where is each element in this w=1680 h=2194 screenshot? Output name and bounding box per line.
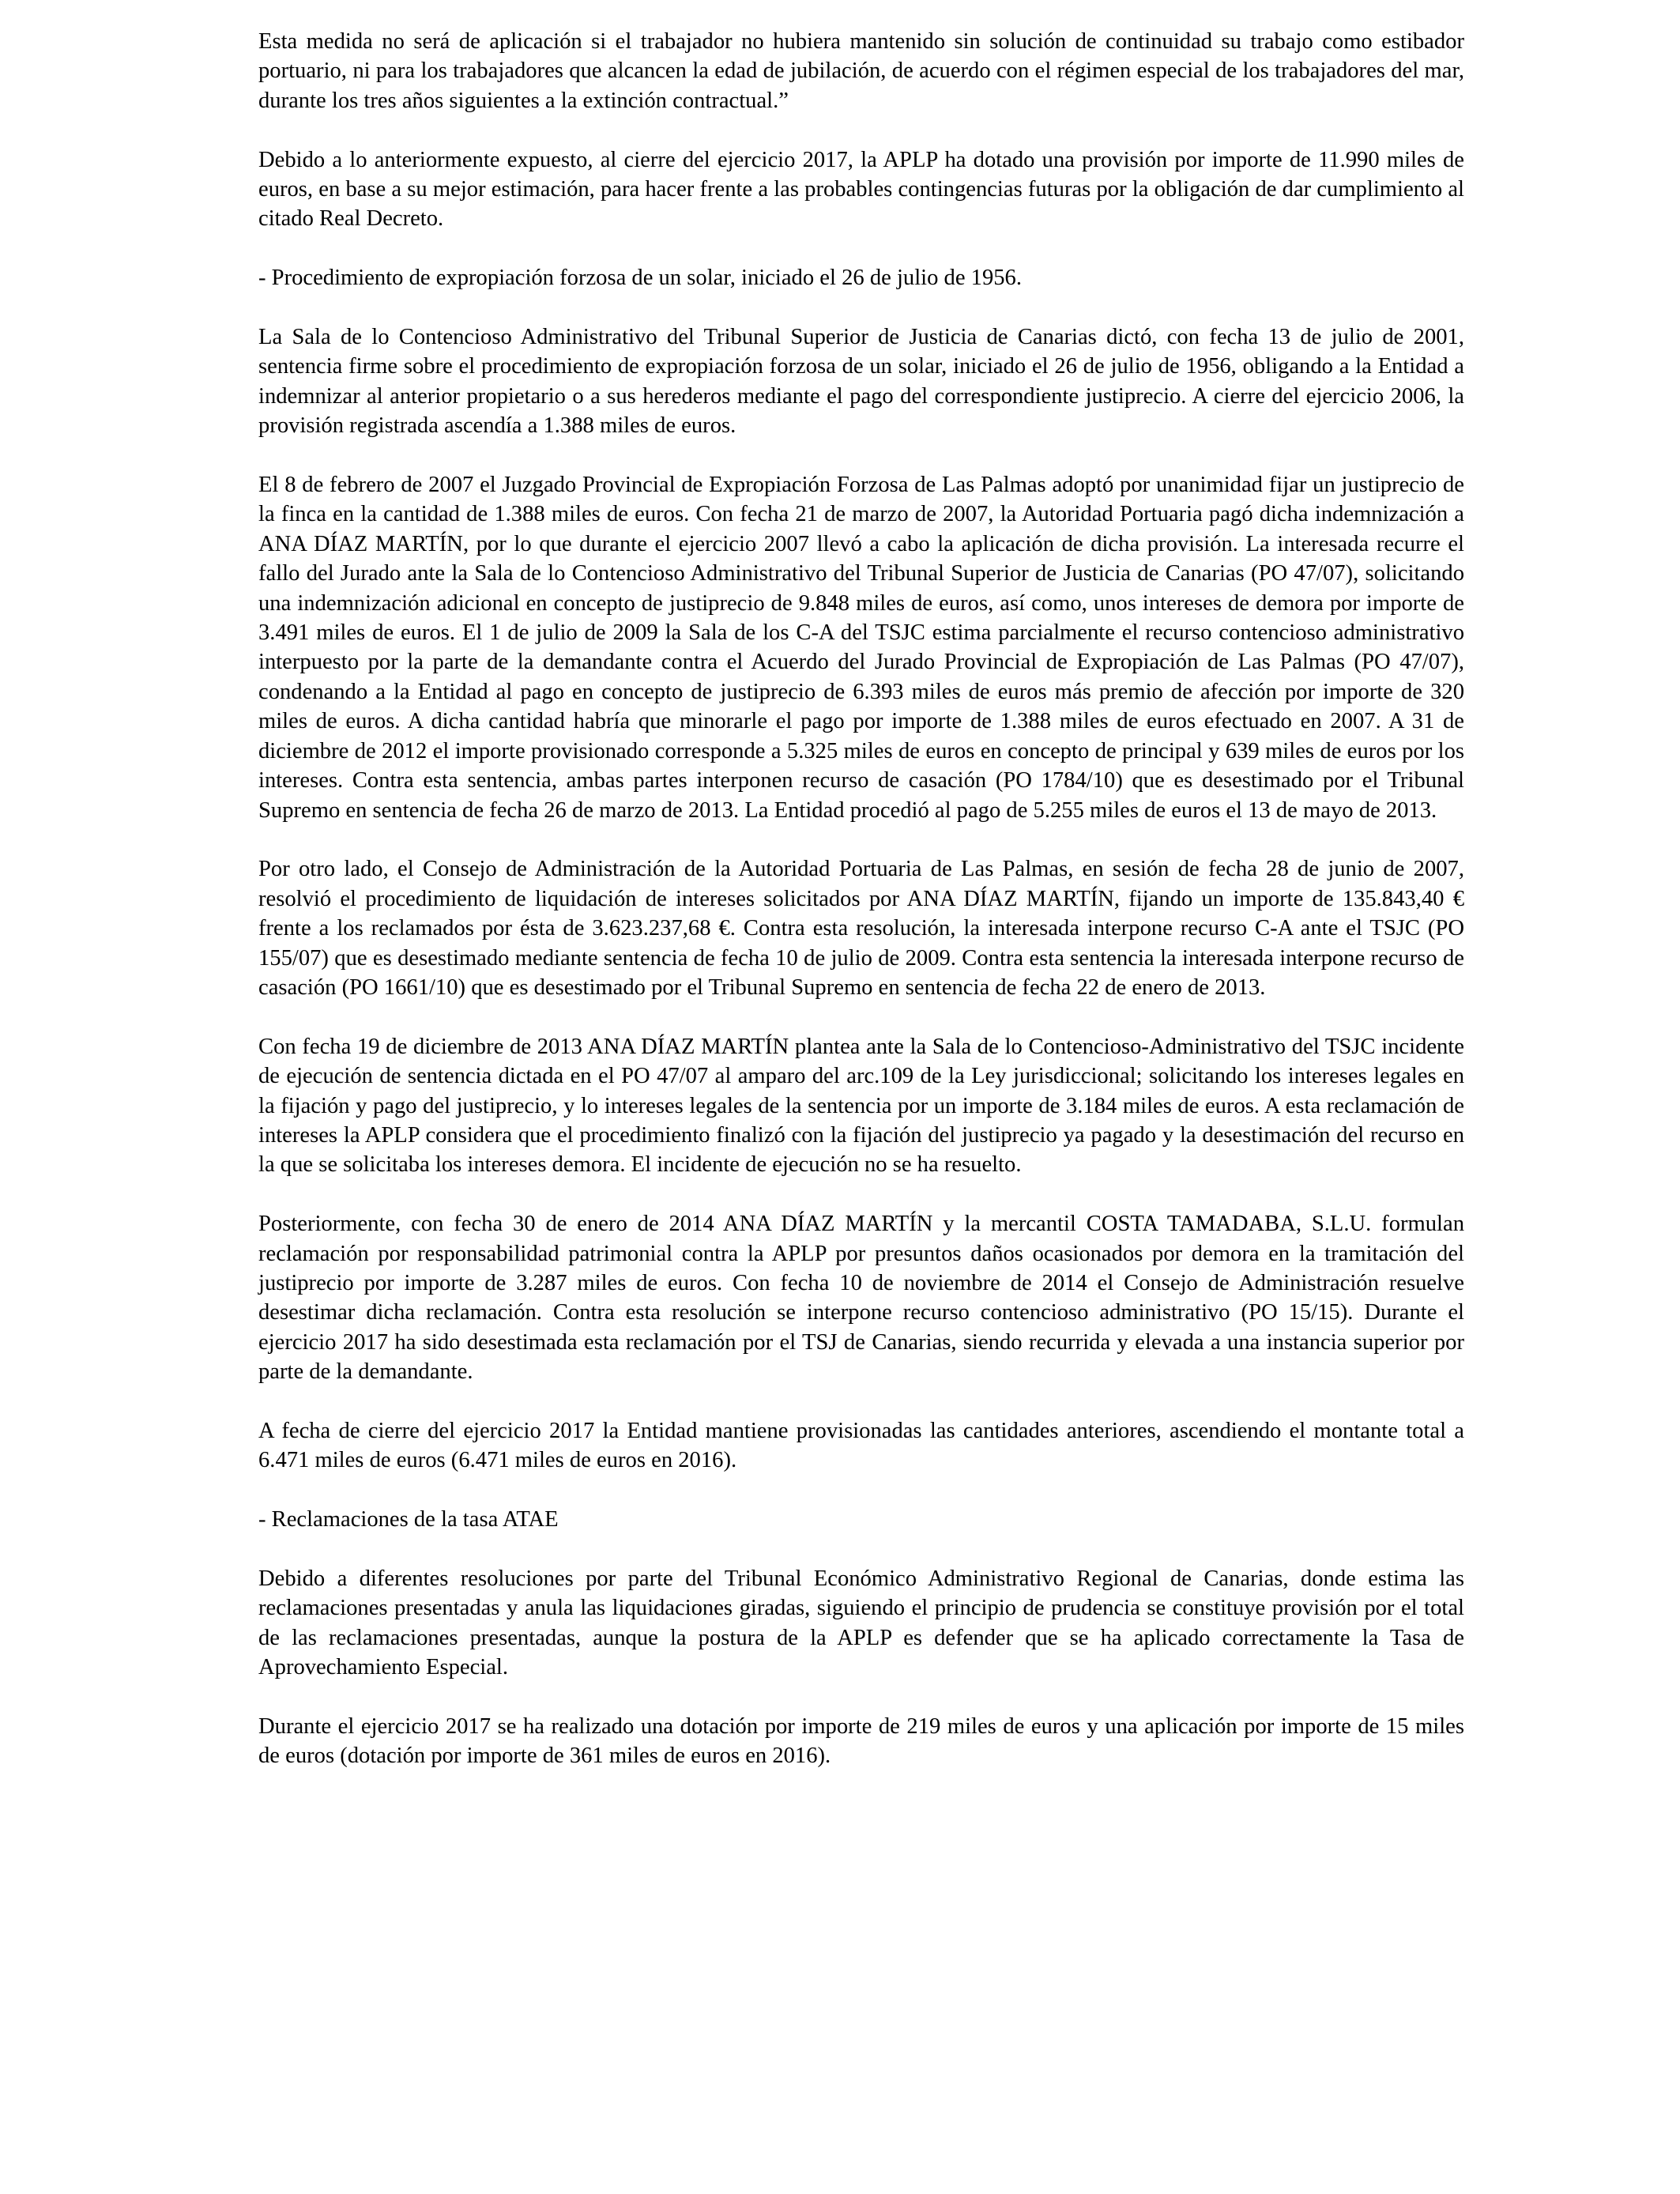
document-page (258, 27, 1464, 1800)
paragraph-patrimonial-claim: Posteriormente, con fecha 30 de enero de 2014 ANA DÍAZ MARTÍN y la mercantil COSTA TAMADABA, S.L.U. formulan reclamación por responsabilidad patrimonial contra la APLP por presuntos daños ocasionados por demora en la tramitación del justiprecio por importe de 3.287 miles de euros. Con fecha 10 de noviembre de 2014 el Consejo de Administración resuelve desestimar dicha reclamación. Contra esta resolución se interpone recurso contencioso administrativo (PO 15/15). Durante el ejercicio 2017 ha sido desestimada esta reclamación por el TSJ de Canarias, siendo recurrida y elevada a una instancia superior por parte de la demandante. (258, 1212, 1464, 1385)
paragraph-teare-resolutions: Debido a diferentes resoluciones por parte del Tribunal Económico Administrativo Regional de Canarias, donde estima las reclamaciones presentadas y anula las liquidaciones giradas, siguiendo el principio de prudencia se constituye provisión por el total de las reclamaciones presentadas, aunque la postura de la APLP es defender que se ha aplicado correctamente la Tasa de Aprovechamiento Especial. (258, 1566, 1464, 1680)
section-heading-expropriation: - Procedimiento de expropiación forzosa de un solar, iniciado el 26 de julio de 1956. (258, 266, 1023, 291)
paragraph-tsjc-sentence-2001: La Sala de lo Contencioso Administrativo del Tribunal Superior de Justicia de Canarias dictó, con fecha 13 de julio de 2001, sentencia firme sobre el procedimiento de expropiación forzosa de un solar, iniciado el 26 de julio de 1956, obligando a la Entidad a indemnizar al anterior propietario o a sus herederos mediante el pago del correspondiente justiprecio. A cierre del ejercicio 2006, la provisión registrada ascendía a 1.388 miles de euros. (258, 325, 1464, 439)
paragraph-execution-incident: Con fecha 19 de diciembre de 2013 ANA DÍAZ MARTÍN plantea ante la Sala de lo Contencioso-Administrativo del TSJC incidente de ejecución de sentencia dictada en el PO 47/07 al amparo del arc.109 de la Ley jurisdiccional; solicitando los intereses legales en la fijación y pago del justiprecio, y lo intereses legales de la sentencia por un importe de 3.184 miles de euros. A esta reclamación de intereses la APLP considera que el procedimiento finalizó con la fijación del justiprecio ya pagado y la desestimación del recurso en la que se solicitaba los intereses demora. El incidente de ejecución no se ha resuelto. (258, 1034, 1464, 1178)
paragraph-justiprecio-2007: El 8 de febrero de 2007 el Juzgado Provincial de Expropiación Forzosa de Las Palmas adoptó por unanimidad fijar un justiprecio de la finca en la cantidad de 1.388 miles de euros. Con fecha 21 de marzo de 2007, la Autoridad Portuaria pagó dicha indemnización a ANA DÍAZ MARTÍN, por lo que durante el ejercicio 2007 llevó a cabo la aplicación de dicha provisión. La interesada recurre el fallo del Jurado ante la Sala de lo Contencioso Administrativo del Tribunal Superior de Justicia de Canarias (PO 47/07), solicitando una indemnización adicional en concepto de justiprecio de 9.848 miles de euros, así como, unos intereses de demora por importe de 3.491 miles de euros. El 1 de julio de 2009 la Sala de los C-A del TSJC estima parcialmente el recurso contencioso administrativo interpuesto por la parte de la demandante contra el Acuerdo del Jurado Provincial de Expropiación de Las Palmas (PO 47/07), condenando a la Entidad al pago en concepto de justiprecio de 6.393 miles de euros más premio de afección por importe de 320 miles de euros. A dicha cantidad habría que minorarle el pago por importe de 1.388 miles de euros efectuado en 2007. A 31 de diciembre de 2012 el importe provisionado corresponde a 5.325 miles de euros en concepto de principal y 639 miles de euros por los intereses. Contra esta sentencia, ambas partes interponen recurso de casación (PO 1784/10) que es desestimado por el Tribunal Supremo en sentencia de fecha 26 de marzo de 2013. La Entidad procedió al pago de 5.255 miles de euros el 13 de mayo de 2013. (258, 473, 1464, 823)
paragraph-retirement-exception: Esta medida no será de aplicación si el trabajador no hubiera mantenido sin solución de continuidad su trabajo como estibador portuario, ni para los trabajadores que alcancen la edad de jubilación, de acuerdo con el régimen especial de los trabajadores del mar, durante los tres años siguientes a la extinción contractual.” (258, 29, 1464, 113)
section-heading-atae: - Reclamaciones de la tasa ATAE (258, 1507, 559, 1532)
paragraph-interest-liquidation: Por otro lado, el Consejo de Administración de la Autoridad Portuaria de Las Palmas, en sesión de fecha 28 de junio de 2007, resolvió el procedimiento de liquidación de intereses solicitados por ANA DÍAZ MARTÍN, fijando un importe de 135.843,40 € frente a los reclamados por ésta de 3.623.237,68 €. Contra esta resolución, la interesada interpone recurso C-A ante el TSJC (PO 155/07) que es desestimado mediante sentencia de fecha 10 de julio de 2009. Contra esta sentencia la interesada interpone recurso de casación (PO 1661/10) que es desestimado por el Tribunal Supremo en sentencia de fecha 22 de enero de 2013. (258, 857, 1464, 1000)
paragraph-provision-2017: Debido a lo anteriormente expuesto, al cierre del ejercicio 2017, la APLP ha dotado una provisión por importe de 11.990 miles de euros, en base a su mejor estimación, para hacer frente a las probables contingencias futuras por la obligación de dar cumplimiento al citado Real Decreto. (258, 147, 1464, 232)
paragraph-atae-provision: Durante el ejercicio 2017 se ha realizado una dotación por importe de 219 miles de euros y una aplicación por importe de 15 miles de euros (dotación por importe de 361 miles de euros en 2016). (258, 1713, 1464, 1769)
paragraph-total-provision: A fecha de cierre del ejercicio 2017 la Entidad mantiene provisionadas las cantidades anteriores, ascendiendo el montante total a 6.471 miles de euros (6.471 miles de euros en 2016). (258, 1418, 1464, 1473)
